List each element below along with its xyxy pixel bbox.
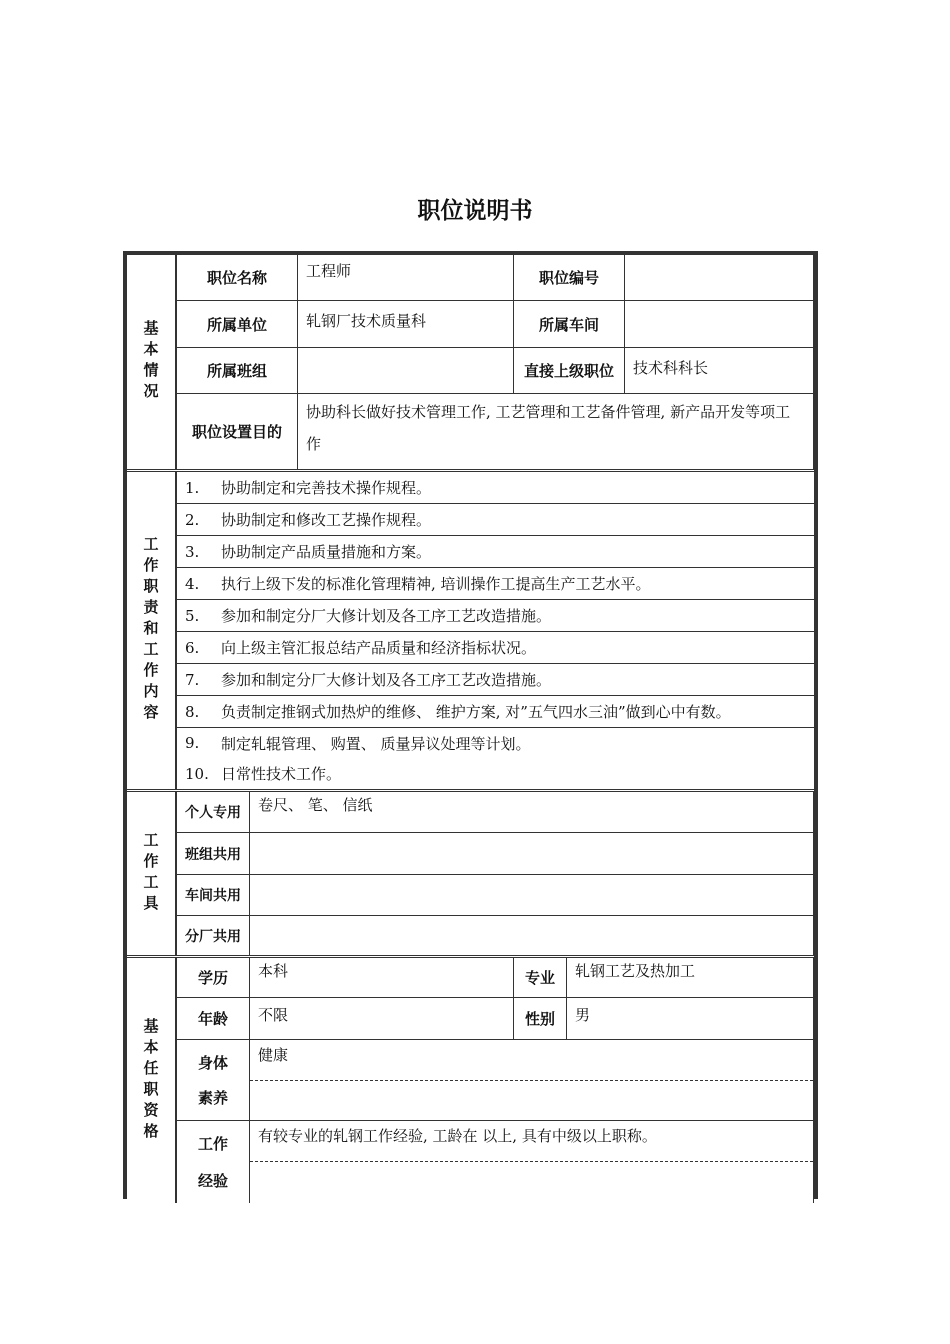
physical-text: 健康	[258, 1046, 289, 1064]
education-value: 本科	[250, 958, 514, 998]
tool-row-label: 个人专用	[177, 792, 250, 833]
duty-number: 4.	[185, 574, 200, 593]
tool-row-value: 卷尺、 笔、 信纸	[250, 792, 814, 833]
experience-text: 有较专业的轧钢工作经验, 工龄在 以上, 具有中级以上职称。	[258, 1127, 657, 1145]
duty-number: 2.	[185, 510, 200, 529]
page-title: 职位说明书	[417, 198, 533, 224]
team-label: 所属班组	[177, 348, 298, 394]
workshop-value	[625, 301, 814, 348]
education-label: 学历	[177, 958, 250, 998]
duty-text: 参加和制定分厂大修计划及各工序工艺改造措施。	[221, 607, 552, 625]
tool-row-value	[250, 833, 814, 875]
purpose-label: 职位设置目的	[177, 394, 298, 469]
qualification-section-header: 基本任职资格	[141, 1017, 160, 1144]
job-no-value	[625, 255, 814, 301]
experience-label-line1: 工作	[197, 1135, 228, 1153]
duty-number: 9.	[185, 734, 200, 752]
duty-text: 日常性技术工作。	[221, 765, 342, 783]
duty-number: 8.	[185, 702, 200, 721]
major-value: 轧钢工艺及热加工	[567, 958, 814, 998]
tool-row-value	[250, 875, 814, 916]
qualification-section	[127, 958, 814, 1203]
team-value	[298, 348, 514, 394]
superior-value: 技术科科长	[625, 348, 814, 394]
basic-section	[127, 255, 814, 469]
tool-row-label: 分厂共用	[177, 916, 250, 955]
duty-number: 5.	[185, 606, 200, 625]
duty-text: 协助制定和修改工艺操作规程。	[221, 511, 432, 529]
physical-label	[177, 1040, 250, 1121]
workshop-label: 所属车间	[514, 301, 625, 348]
major-label: 专业	[514, 958, 567, 998]
experience-value	[250, 1121, 814, 1203]
unit-value: 轧钢厂技术质量科	[298, 301, 514, 348]
job-description-table	[123, 251, 818, 1199]
dashed-line	[250, 1080, 813, 1081]
tool-row-label: 车间共用	[177, 875, 250, 916]
physical-label-line2: 素养	[197, 1089, 228, 1107]
dashed-line	[250, 1161, 813, 1162]
age-label: 年龄	[177, 998, 250, 1040]
tool-row-label: 班组共用	[177, 833, 250, 875]
sex-value: 男	[567, 998, 814, 1040]
unit-label: 所属单位	[177, 301, 298, 348]
experience-label	[177, 1121, 250, 1203]
duty-text: 执行上级下发的标准化管理精神, 培训操作工提高生产工艺水平。	[221, 575, 651, 593]
duty-number: 10.	[185, 764, 209, 783]
tools-section-header: 工作工具	[141, 831, 160, 916]
duty-text: 制定轧辊管理、 购置、 质量异议处理等计划。	[221, 734, 531, 753]
duty-number: 3.	[185, 542, 200, 561]
basic-section-header: 基本情况	[141, 320, 160, 404]
duties-section	[127, 472, 814, 789]
purpose-value: 协助科长做好技术管理工作, 工艺管理和工艺备件管理, 新产品开发等项工作	[298, 394, 814, 469]
physical-label-line1: 身体	[197, 1054, 228, 1072]
job-name-value: 工程师	[298, 255, 514, 301]
job-name-label: 职位名称	[177, 255, 298, 301]
physical-value	[250, 1040, 814, 1121]
superior-label: 直接上级职位	[514, 348, 625, 394]
sex-label: 性别	[514, 998, 567, 1040]
tools-section	[127, 792, 814, 955]
age-value: 不限	[250, 998, 514, 1040]
duty-number: 6.	[185, 638, 200, 657]
duty-text: 协助制定产品质量措施和方案。	[221, 543, 432, 561]
experience-label-line2: 经验	[197, 1172, 228, 1190]
tool-row-value	[250, 916, 814, 955]
duty-text: 负责制定推钢式加热炉的维修、 维护方案, 对”五气四水三油”做到心中有数。	[221, 703, 731, 721]
job-no-label: 职位编号	[514, 255, 625, 301]
duties-section-header: 工作职责和工作内容	[141, 536, 160, 725]
duty-number: 1.	[185, 478, 200, 497]
duty-number: 7.	[185, 670, 200, 689]
duty-text: 参加和制定分厂大修计划及各工序工艺改造措施。	[221, 671, 552, 689]
duty-text: 向上级主管汇报总结产品质量和经济指标状况。	[221, 639, 537, 657]
duty-text: 协助制定和完善技术操作规程。	[221, 479, 432, 497]
duties-list	[175, 472, 814, 789]
